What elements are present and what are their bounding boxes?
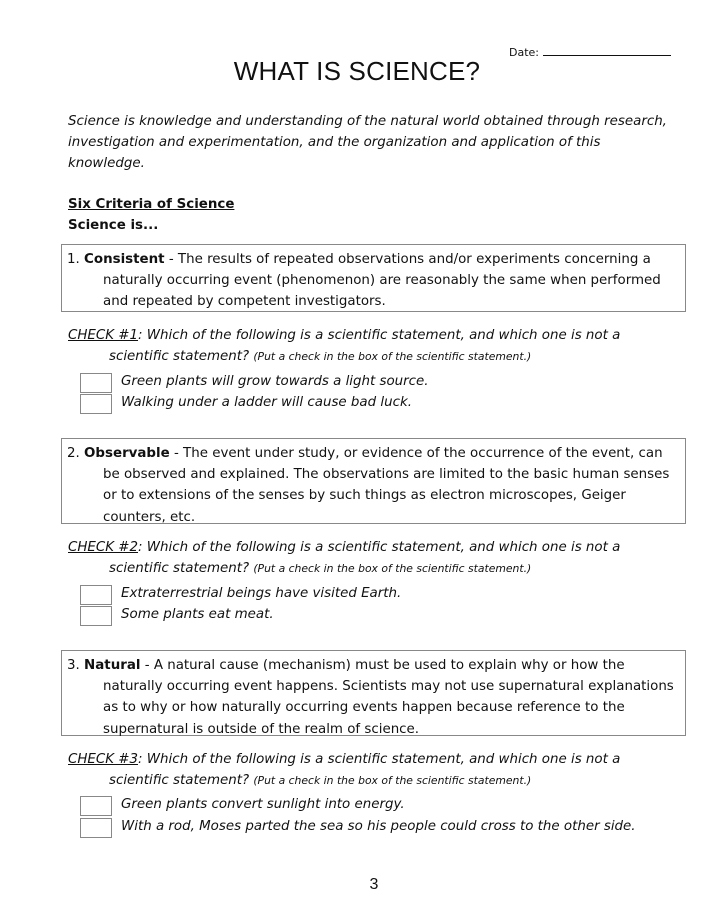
check-question: : Which of the following is a scientific statement, and which one is not a scientific statement?	[109, 540, 621, 577]
criterion-text	[67, 443, 677, 528]
answer-checkbox[interactable]	[80, 373, 112, 393]
page-number: 3	[369, 876, 379, 893]
option-text: Green plants will grow towards a light source.	[121, 374, 429, 389]
check-instruction: (Put a check in the box of the scientific statement.)	[253, 774, 532, 788]
option-text: Some plants eat meat.	[121, 607, 274, 622]
check-label: CHECK #3	[68, 752, 139, 767]
date-label: Date:	[509, 46, 539, 59]
criterion-box-natural	[61, 650, 686, 736]
criterion-description: - The results of repeated observations and/or experiments concerning a naturally occurring event (phenomenon) are reasonably the same when performed and repeated by competent investigators.	[103, 252, 661, 310]
criterion-number: 1.	[67, 252, 80, 267]
intro-paragraph: Science is knowledge and understanding of the natural world obtained through research, investigation and experimentation, and the organization and application of this knowledge.	[68, 114, 667, 172]
check-label: CHECK #1	[68, 328, 139, 343]
criterion-text	[67, 655, 677, 740]
answer-checkbox[interactable]	[80, 606, 112, 626]
option-text: Green plants convert sunlight into energy.	[121, 797, 405, 812]
check-question: : Which of the following is a scientific statement, and which one is not a scientific statement?	[109, 328, 621, 365]
criteria-heading: Six Criteria of Science	[68, 197, 235, 212]
criterion-box-consistent	[61, 244, 686, 312]
check-instruction: (Put a check in the box of the scientific statement.)	[253, 562, 532, 576]
criteria-subheading: Science is...	[68, 218, 159, 233]
answer-checkbox[interactable]	[80, 796, 112, 816]
check-question: : Which of the following is a scientific statement, and which one is not a scientific statement?	[109, 752, 621, 789]
check-question-3	[68, 749, 678, 791]
criterion-box-observable	[61, 438, 686, 524]
page-title: WHAT IS SCIENCE?	[233, 56, 481, 86]
answer-checkbox[interactable]	[80, 394, 112, 414]
option-text: Walking under a ladder will cause bad luck.	[121, 395, 412, 410]
criterion-term: Observable	[84, 446, 170, 461]
option-text: Extraterrestrial beings have visited Earth.	[121, 586, 402, 601]
check-question-2	[68, 537, 678, 579]
check-question-1	[68, 325, 678, 367]
criterion-term: Natural	[84, 658, 141, 673]
criterion-description: - A natural cause (mechanism) must be used to explain why or how the naturally occurring event happens. Scientists may not use supernatural explanations as to why or how naturally occurring events happen because reference to the supernatural is outside of the realm of science.	[103, 658, 674, 737]
check-instruction: (Put a check in the box of the scientific statement.)	[253, 350, 532, 364]
criterion-text	[67, 249, 677, 313]
criterion-description: - The event under study, or evidence of the occurrence of the event, can be observed and explained. The observations are limited to the basic human senses or to extensions of the senses by such things as electron microscopes, Geiger counters, etc.	[103, 446, 670, 525]
criterion-term: Consistent	[84, 252, 165, 267]
answer-checkbox[interactable]	[80, 585, 112, 605]
check-label: CHECK #2	[68, 540, 139, 555]
date-blank-line[interactable]	[543, 44, 671, 56]
criterion-number: 2.	[67, 446, 80, 461]
option-text: With a rod, Moses parted the sea so his people could cross to the other side.	[121, 819, 636, 834]
answer-checkbox[interactable]	[80, 818, 112, 838]
criterion-number: 3.	[67, 658, 80, 673]
